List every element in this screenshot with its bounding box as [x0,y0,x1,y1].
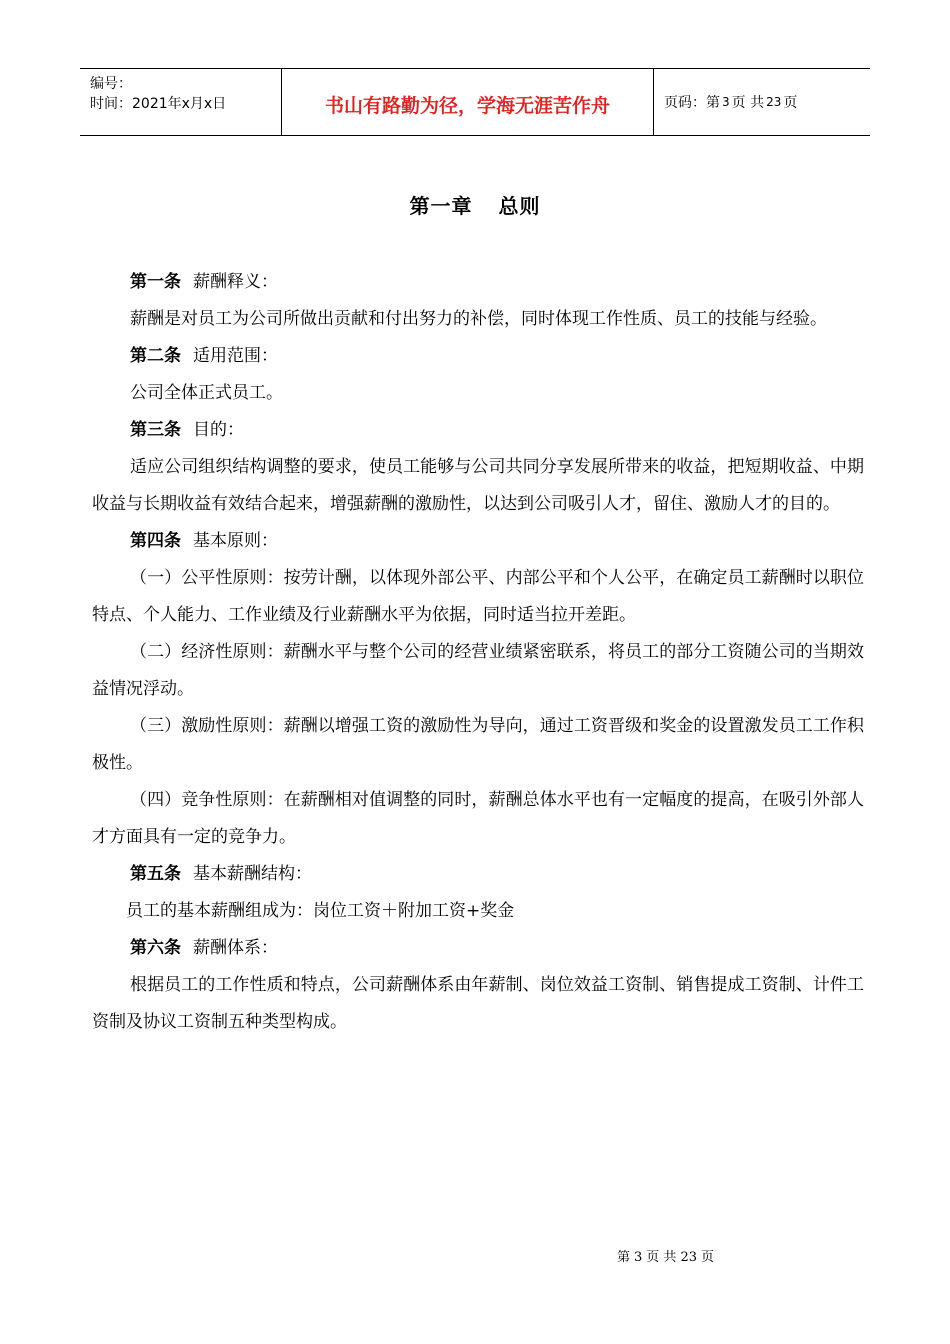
article-4-principle-1: （一）公平性原则：按劳计酬，以体现外部公平、内部公平和个人公平，在确定员工薪酬时以职位特点、个人能力、工作业绩及行业薪酬水平为依据，同时适当拉开差距。 [92,568,864,625]
header-time-label: 时间：2021年x月x日 [90,96,227,112]
article-3-paragraph: 适应公司组织结构调整的要求，使员工能够与公司共同分享发展所带来的收益，把短期收益、中期收益与长期收益有效结合起来，增强薪酬的激励性，以达到公司吸引人才，留住、激励人才的目的。 [92,457,864,514]
article-2-paragraph: 公司全体正式员工。 [130,383,283,403]
article-3-heading: 第三条 目的： [130,420,244,440]
footer-total: 23 [680,1250,697,1265]
header-page-suffix: 页 [783,95,798,111]
header-page-current: 3 [722,95,730,109]
page-header [80,68,870,136]
article-4-principle-2: （二）经济性原则：薪酬水平与整个公司的经营业绩紧密联系，将员工的部分工资随公司的当期效益情况浮动。 [92,642,864,699]
header-page-mid: 页 共 [731,95,765,111]
footer-prefix: 第 [617,1250,631,1265]
article-6-paragraph: 根据员工的工作性质和特点，公司薪酬体系由年薪制、岗位效益工资制、销售提成工资制、计件工资制及协议工资制五种类型构成。 [92,975,864,1032]
chapter-title [0,190,950,219]
footer-mid: 页 共 [646,1250,677,1265]
chapter-name: 总则 [498,194,541,218]
header-page-total: 23 [766,95,782,109]
header-meta [80,69,282,135]
page-footer [617,1246,718,1265]
article-6-heading: 第六条 薪酬体系： [130,938,278,958]
footer-current: 3 [634,1250,643,1265]
header-page-prefix: 页码：第 [664,95,720,111]
header-page-info [654,69,870,135]
article-1-paragraph: 薪酬是对员工为公司所做出贡献和付出努力的补偿，同时体现工作性质、员工的技能与经验。 [130,309,827,329]
document-body [92,264,864,1041]
article-5-paragraph: 员工的基本薪酬组成为：岗位工资＋附加工资+奖金 [126,901,515,921]
header-motto: 书山有路勤为径，学海无涯苦作舟 [282,69,654,135]
footer-suffix: 页 [700,1250,714,1265]
article-1-heading: 第一条 薪酬释义： [130,272,278,292]
article-4-principle-4: （四）竞争性原则：在薪酬相对值调整的同时，薪酬总体水平也有一定幅度的提高，在吸引外部人才方面具有一定的竞争力。 [92,790,864,847]
article-4-principle-3: （三）激励性原则：薪酬以增强工资的激励性为导向，通过工资晋级和奖金的设置激发员工工作积极性。 [92,716,864,773]
chapter-label: 第一章 [409,194,473,218]
article-5-heading: 第五条 基本薪酬结构： [130,864,312,884]
article-4-heading: 第四条 基本原则： [130,531,278,551]
article-2-heading: 第二条 适用范围： [130,346,278,366]
header-number-label: 编号： [90,76,132,92]
